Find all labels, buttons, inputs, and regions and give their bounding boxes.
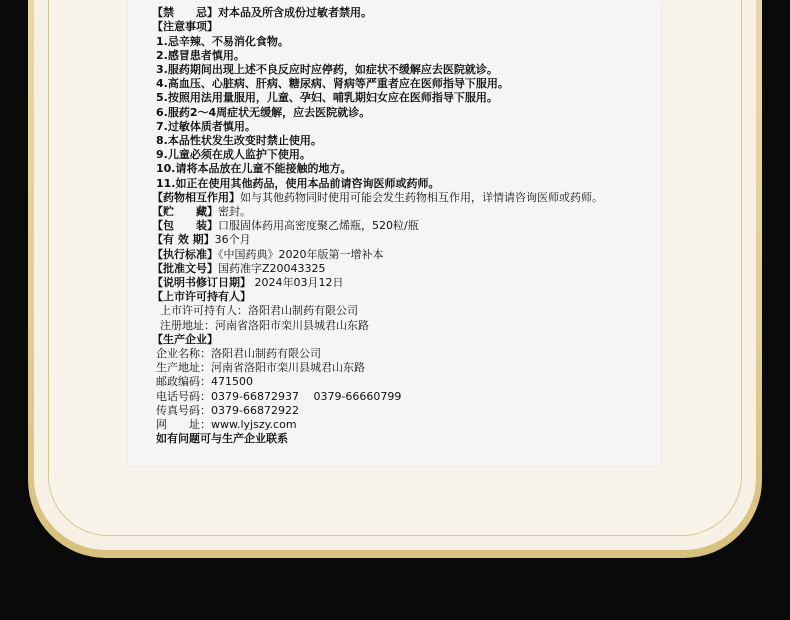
manufacturer-line: 企业名称：洛阳君山制药有限公司	[156, 347, 321, 361]
contraindication-label: 【禁 忌】	[152, 6, 218, 20]
manufacturer-line: 生产地址：河南省洛阳市栾川县城君山东路	[156, 361, 365, 375]
package-text: 口服固体药用高密度聚乙烯瓶，520粒/瓶	[218, 219, 419, 233]
manufacturer-line: 电话号码：0379-66872937 0379-66660799	[156, 389, 402, 403]
package-row	[152, 219, 652, 233]
approval-row	[152, 262, 652, 276]
validity-text: 36个月	[214, 233, 251, 247]
contact-note: 如有问题可与生产企业联系	[156, 432, 288, 446]
contraindication-text: 对本品及所含成份过敏者禁用。	[218, 6, 372, 20]
interaction-text: 如与其他药物同时使用可能会发生药物相互作用，详情请咨询医师或药师。	[240, 190, 603, 204]
contraindication-row	[152, 6, 652, 20]
precaution-item: 4.高血压、心脏病、肝病、糖尿病、肾病等严重者应在医师指导下服用。	[156, 77, 509, 91]
holder-address: 注册地址：河南省洛阳市栾川县城君山东路	[160, 318, 369, 332]
precaution-item: 11.如正在使用其他药品，使用本品前请咨询医师或药师。	[156, 176, 440, 190]
revision-label: 【说明书修订日期】	[152, 276, 251, 290]
validity-row	[152, 233, 652, 247]
holder-header: 【上市许可持有人】	[152, 290, 251, 304]
manufacturer-line: 传真号码：0379-66872922	[156, 403, 299, 417]
precaution-item: 6.服药2～4周症状无缓解，应去医院就诊。	[156, 105, 371, 119]
storage-text: 密封。	[218, 205, 251, 219]
storage-row	[152, 205, 652, 219]
interaction-row	[152, 191, 652, 205]
package-label: 【包 装】	[152, 219, 218, 233]
precaution-item: 7.过敏体质者慎用。	[156, 119, 256, 133]
precautions-header: 【注意事项】	[152, 20, 218, 34]
manufacturer-line: 网 址：www.lyjszy.com	[156, 418, 297, 432]
approval-label: 【批准文号】	[152, 261, 218, 275]
manufacturer-header: 【生产企业】	[152, 332, 218, 346]
precaution-item: 1.忌辛辣、不易消化食物。	[156, 34, 289, 48]
storage-label: 【贮 藏】	[152, 205, 218, 219]
standard-label: 【执行标准】	[152, 247, 218, 261]
precaution-item: 9.儿童必须在成人监护下使用。	[156, 148, 311, 162]
revision-row	[152, 276, 652, 290]
approval-text: 国药准字Z20043325	[218, 261, 326, 275]
holder-name: 上市许可持有人：洛阳君山制药有限公司	[160, 304, 358, 318]
precaution-item: 5.按照用法用量服用，儿童、孕妇、哺乳期妇女应在医师指导下服用。	[156, 91, 498, 105]
precaution-item: 8.本品性状发生改变时禁止使用。	[156, 134, 322, 148]
precaution-item: 3.服药期间出现上述不良反应时应停药，如症状不缓解应去医院就诊。	[156, 63, 498, 76]
standard-text: 《中国药典》2020年版第一增补本	[218, 247, 384, 261]
leaflet-text	[152, 0, 652, 446]
precaution-item: 10.请将本品放在儿童不能接触的地方。	[156, 162, 352, 176]
standard-row	[152, 248, 652, 262]
manufacturer-line: 邮政编码：471500	[156, 375, 253, 389]
validity-label: 【有 效 期】	[152, 233, 215, 247]
revision-text: 2024年03月12日	[251, 276, 344, 290]
precaution-item: 2.感冒患者慎用。	[156, 48, 245, 62]
interaction-label: 【药物相互作用】	[152, 190, 240, 204]
